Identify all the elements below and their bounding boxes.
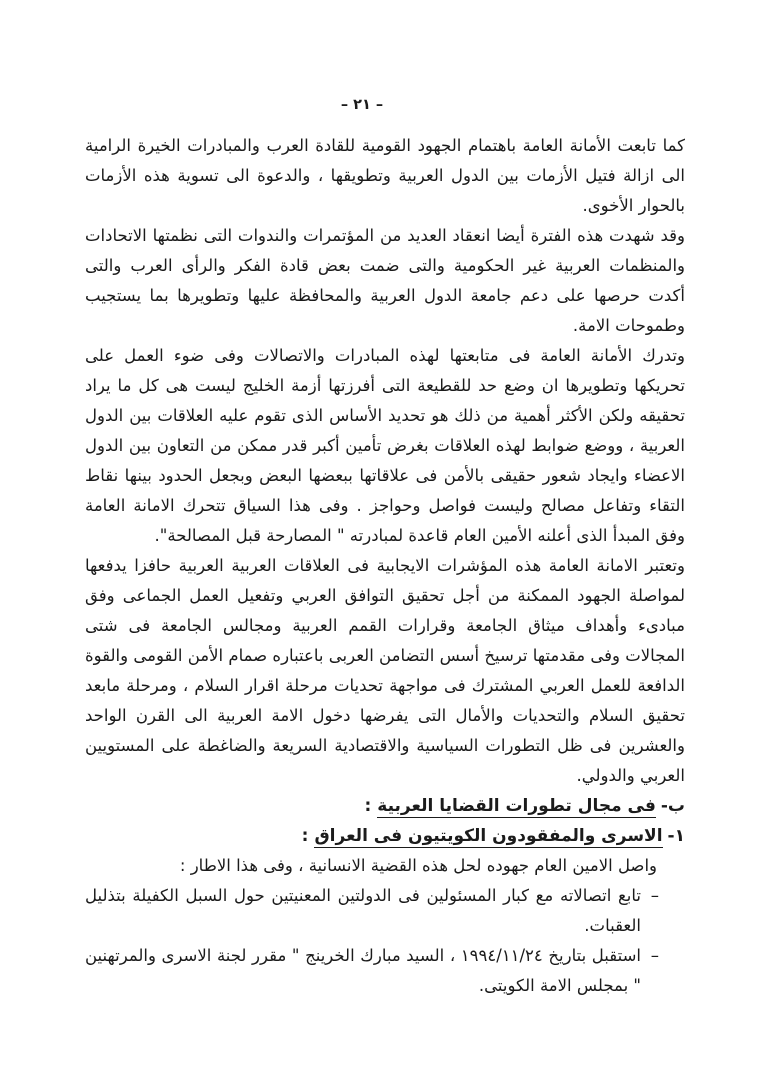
paragraph-4: وتعتبر الامانة العامة هذه المؤشرات الايجابية فى العلاقات العربية العربية حافزا يدفعها لمواصلة الجهود الممكنة من أجل تحقيق التوافق العربي وتفعيل العمل الجماعى وفق مبادىء وأهداف ميثاق الجامعة وقرارات القمم العربية ومجالس الجامعة فى شتى المجالات وفى مقدمتها ترسيخ أسس التضامن العربى باعتباره صمام الأمن القومى والقوة الدافعة للعمل العربي المشترك فى مواجهة تحديات مرحلة اقرار السلام ، ومرحلة مابعد تحقيق السلام والتحديات والأمال التى يفرضها دخول الامة العربية الى القرن الواحد والعشرين فى ظل التطورات السياسية والاقتصادية السريعة والضاغطة على المستويين العربي والدولي. bbox=[85, 556, 685, 785]
bullet-dash: – bbox=[650, 886, 659, 905]
paragraph-1: كما تابعت الأمانة العامة باهتمام الجهود القومية للقادة العرب والمبادرات الخيرة الرامية الى ازالة فتيل الأزمات بين الدول العربية وتطويقها ، والدعوة الى تسوية هذه الأزمات بالحوار الأخوى. bbox=[85, 136, 685, 215]
section-heading-b-colon: : bbox=[364, 796, 372, 816]
item-heading-1-colon: : bbox=[301, 826, 309, 846]
bullet-item-2 bbox=[85, 941, 685, 1001]
paragraph-2: وقد شهدت هذه الفترة أيضا انعقاد العديد من المؤتمرات والندوات التى نظمتها الاتحادات والمنظمات العربية غير الحكومية والتى ضمت بعض قادة الفكر والرأى العرب والتى أكدت حرصها على دعم جامعة الدول العربية والمحافظة عليها وتطويرها بما يستجيب وطموحات الامة. bbox=[85, 226, 685, 335]
item-heading-1-prefix: ١- bbox=[667, 826, 685, 846]
item-heading-1-title: الاسرى والمفقودون الكويتيون فى العراق bbox=[314, 826, 663, 846]
document-content bbox=[85, 131, 685, 1001]
item-heading-1 bbox=[85, 821, 685, 851]
section-heading-b bbox=[85, 791, 685, 821]
bullet-text: استقبل بتاريخ ١٩٩٤/١١/٢٤ ، السيد مبارك الخرينج " مقرر لجنة الاسرى والمرتهنين " بمجلس الامة الكويتى. bbox=[85, 946, 641, 995]
bullet-dash: – bbox=[650, 946, 659, 965]
bullet-item-1 bbox=[85, 881, 685, 941]
intro-line: واصل الامين العام جهوده لحل هذه القضية الانسانية ، وفى هذا الاطار : bbox=[179, 856, 657, 875]
page-number: – ٢١ – bbox=[340, 97, 384, 113]
section-heading-b-prefix: ب- bbox=[660, 796, 685, 816]
paragraph-3: وتدرك الأمانة العامة فى متابعتها لهذه المبادرات والاتصالات وفى ضوء العمل على تحريكها وتطويرها ان وضع حد للقطيعة التى أفرزتها أزمة الخليج ليست هى كل ما يراد تحقيقه ولكن الأكثر أهمية من ذلك هو تحديد الأساس الذى تقوم عليه العلاقات بين الدول العربية ، ووضع ضوابط لهذه العلاقات بغرض تأمين أكبر قدر ممكن من التعاون بين الدول الاعضاء وايجاد شعور حقيقى بالأمن فى علاقاتها ببعضها البعض وبجعل الحدود بينها نقاط التقاء وتفاعل مصالح وليست فواصل وحواجز . وفى هذا السياق تتحرك الامانة العامة وفق المبدأ الذى أعلنه الأمين العام قاعدة لمبادرته " المصارحة قبل المصالحة". bbox=[85, 346, 685, 545]
bullet-text: تابع اتصالاته مع كبار المسئولين فى الدولتين المعنيتين حول السبل الكفيلة بتذليل العقبات. bbox=[85, 886, 641, 935]
section-heading-b-title: فى مجال تطورات القضايا العربية bbox=[377, 796, 656, 816]
bullet-list bbox=[85, 881, 685, 1001]
